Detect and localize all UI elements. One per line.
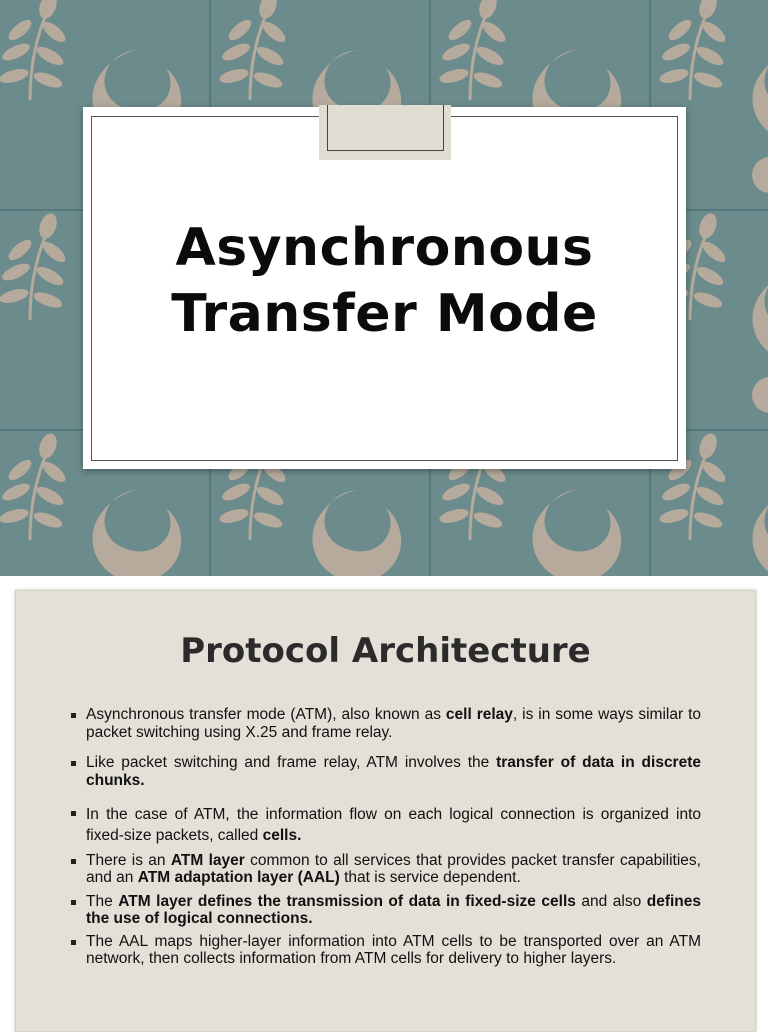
bullet-icon xyxy=(71,940,76,945)
bullet-text: and also xyxy=(575,893,647,910)
bullet-bold-text: ATM layer defines the transmission of data in fixed-size cells xyxy=(118,893,576,910)
bullet-item xyxy=(71,933,701,967)
bullet-text: In the case of ATM, the information flow on each logical connection is organized into fixed-size packets, called xyxy=(86,806,701,844)
bullet-bold-text: ATM adaptation layer (AAL) xyxy=(137,869,340,886)
title-card xyxy=(83,107,686,469)
bullet-icon xyxy=(71,761,76,766)
bullet-item xyxy=(71,754,701,790)
bullet-bold-text: cells. xyxy=(262,827,302,844)
slide-title-line1: Asynchronous xyxy=(175,218,594,278)
bullet-bold-text: transfer of data in discrete chunks. xyxy=(86,754,701,789)
bullet-text: , is in some ways similar to packet switching using X.25 and frame relay. xyxy=(86,706,702,741)
content-slide xyxy=(15,590,756,1032)
bullet-item xyxy=(71,852,701,886)
bullet-bold-text: cell relay xyxy=(445,706,513,723)
bullet-text: that is service dependent. xyxy=(339,869,521,886)
bullet-text: The xyxy=(86,893,119,910)
bullet-item xyxy=(71,706,701,742)
bullet-icon xyxy=(71,900,76,905)
bullet-icon xyxy=(71,713,76,718)
bullet-text: Like packet switching and frame relay, ATM involves the xyxy=(86,754,497,771)
bullet-item xyxy=(71,804,701,846)
bullet-text: There is an xyxy=(86,852,171,869)
bullet-bold-text: defines the use of logical connections. xyxy=(86,893,702,927)
slide-title-line2: Transfer Mode xyxy=(171,284,598,344)
bullet-list xyxy=(71,706,701,967)
bullet-icon xyxy=(71,811,76,816)
bullet-text: Asynchronous transfer mode (ATM), also known as xyxy=(86,706,446,723)
title-card-tab xyxy=(319,105,451,160)
title-card-tab-box xyxy=(327,105,444,151)
bullet-text: The AAL maps higher-layer information into ATM cells to be transported over an ATM network, then collects information from ATM cells for delivery to higher layers. xyxy=(86,933,701,967)
bullet-icon xyxy=(71,859,76,864)
slide-heading: Protocol Architecture xyxy=(180,631,591,671)
bullet-item xyxy=(71,893,701,927)
slide-title xyxy=(83,215,686,347)
bullet-text: common to all services that provides packet transfer capabilities, and an xyxy=(86,852,701,886)
bullet-bold-text: ATM layer xyxy=(170,852,245,869)
